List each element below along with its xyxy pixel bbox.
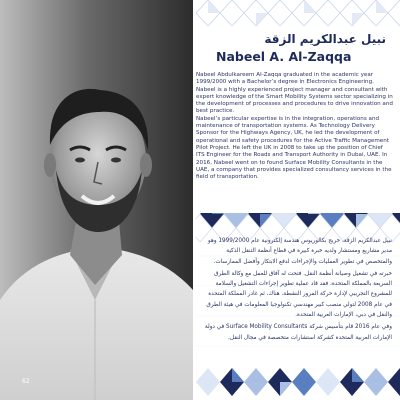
portrait-photo bbox=[0, 0, 193, 400]
bio-arabic-paragraph: خبرته في تشغيل وصيانة أنظمة النقل. فتحت له آفاق للعمل مع وكالة الطرق السريعة بالمملكة المتحدة، فقد قاد عملية تطوير إجراءات التشغيل والسلامة للمشروع التجريبي لإدارة حركة المرور النشطة. هناك، ثم غادر المملكة المتحدة في عام 2008 لتولي منصب كبير مهندسي تكنولوجيا المعلومات في هيئة الطرق والنقل في دبي، الإمارات العربية المتحدة. bbox=[206, 270, 392, 319]
bio-arabic bbox=[200, 236, 392, 345]
page-number: 62 bbox=[22, 378, 30, 385]
diamond-pattern-top bbox=[196, 0, 400, 26]
name-arabic: نبيل عبدالكريم الزقة bbox=[264, 32, 386, 46]
name-english: Nabeel A. Al-Zaqqa bbox=[216, 49, 352, 64]
bio-block bbox=[196, 28, 400, 213]
top-pattern bbox=[196, 0, 400, 26]
bio-english-paragraph: Nabeel Abdulkareem Al-Zaqqa graduated in the academic year 1999/2000 with a Bachelor’s degree in Electronics Engineering. Nabeel is a highly experienced project manager and consultant with expert knowledge of the Smart Mobility Systems sector specializing in the development of processes and procedures to drive innovation and best practice. bbox=[196, 72, 393, 115]
bio-arabic-paragraph: نبيل عبدالكريم الزقة، خريج بكالوريوس هندسة إلكترونية عام 1999/2000 وهو مدير مشاريع ومستشار ولديه خبرة كبيرة في قطاع أنظمة التنقل الذكية والمتخصص في تطوير العمليات والإجراءات لدفع الابتكار وأفضل الممارسات. bbox=[207, 238, 392, 265]
portrait-illustration bbox=[0, 0, 193, 400]
bio-english-paragraph: Nabeel’s particular expertise is in the integration, operations and maintenance of transportation systems. As Technology Delivery Sponsor for the Highways Agency, UK, he led the development of operational and safety procedures for the Active Traffic Management Pilot Project. He left the UK in 2008 to take up the position of Chief ITS Engineer for the Roads and Transport Authority in Dubai, UAE. In 2016, Nabeel went on to found Surface Mobility Consultants in the UAE, a company that provides specialized consultancy services in the field of transportation. bbox=[196, 115, 392, 181]
bio-arabic-paragraph: وفي عام 2016 قام بتأسيس شركة Surface Mobility Consultants في دولة الإمارات العربية المتحدة كشركة استشارات متخصصة في مجال النقل. bbox=[204, 324, 392, 341]
bio-english bbox=[196, 72, 393, 181]
